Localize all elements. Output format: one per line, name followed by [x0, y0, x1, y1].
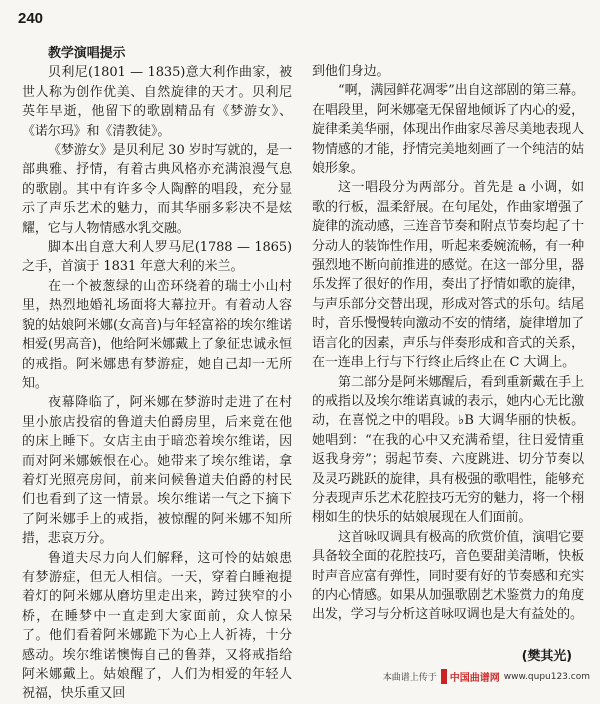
- paragraph: 夜幕降临了，阿米娜在梦游时走进了在村里小旅店投宿的鲁道夫伯爵房里，后来竟在他的床上睡下。女店主由于暗恋着埃尔维诺，因而对阿米娜嫉恨在心。她带来了埃尔维诺，拿着灯光照亮房间，前来问候鲁道夫伯爵的村民们也看到了这一情景。埃尔维诺一气之下摘下了阿米娜手上的戒指，被惊醒的阿米娜不知所措，悲哀万分。: [22, 395, 292, 547]
- footer-text: 本曲谱上传于: [382, 673, 437, 683]
- paragraph: “啊，满园鲜花凋零”出自这部剧的第三幕。在唱段里，阿米娜毫无保留地倾诉了内心的爱，旋律柔美华丽，体现出作曲家尽善尽美地表现人物情感的才能，抒情完美地刻画了一个纯洁的姑娘形象。: [312, 83, 584, 177]
- footer-site: www.qupu123.com: [503, 671, 590, 682]
- footer-watermark: [383, 669, 590, 684]
- right-column: [312, 62, 584, 666]
- section-heading: 教学演唱提示: [48, 46, 126, 61]
- paragraph: 鲁道夫尽力向人们解释，这可怜的姑娘患有梦游症，但无人相信。一天，穿着白睡袍提着灯的阿米娜从磨坊里走出来，跨过狭窄的小桥，在睡梦中一直走到大家面前，众人惊呆了。他们看着阿米娜跪下为心上人祈祷，十分感动。埃尔维诺懊悔自己的鲁莽，又将戒指给阿米娜戴上。姑娘醒了，人们为相爱的年轻人祝福，快乐重又回: [22, 550, 292, 702]
- site-logo: 中国曲谱网: [441, 669, 500, 684]
- paragraph: 第二部分是阿米娜醒后，看到重新戴在手上的戒指以及埃尔维诺真诚的表示，她内心无比激动，在喜悦之中的唱段。♭B 大调华丽的快板。她唱到：“在我的心中又充满希望，往日爱情重返我身旁”；弱起节奏、六度跳进、切分节奏以及灵巧跳跃的旋律，具有极强的歌唱性，能够充分表现声乐艺术花腔技巧无穷的魅力，将一个栩栩如生的快乐的姑娘展现在人们面前。: [312, 374, 584, 526]
- paragraph: 在一个被葱绿的山峦环绕着的瑞士小山村里，热烈地婚礼场面将大幕拉开。有着动人容貌的姑娘阿米娜(女高音)与年轻富裕的埃尔维诺相爱(男高音)，他给阿米娜戴上了象征忠诚永恒的戒指。阿米娜患有梦游症，她自己却一无所知。: [22, 278, 292, 391]
- paragraph: 贝利尼(1801 — 1835)意大利作曲家，被世人称为创作优美、自然旋律的天才。贝利尼英年早逝，他留下的歌剧精品有《梦游女》、《诺尔玛》和《清教徒》。: [22, 65, 292, 139]
- page-number: 240: [18, 10, 44, 27]
- paragraph-continuation: 到他们身边。: [312, 64, 390, 79]
- paragraph: 这首咏叹调具有极高的欣赏价值，演唱它要具备较全面的花腔技巧，音色要甜美清晰，快板时声音应富有弹性，同时要有好的节奏感和充实的内心情感。如果从加强歌剧艺术鉴赏力的角度出发，学习与分析这首咏叹调也是大有益处的。: [312, 529, 584, 623]
- paragraph: 《梦游女》是贝利尼 30 岁时写就的，是一部典雅、抒情，有着古典风格亦充满浪漫气息的歌剧。其中有许多令人陶醉的唱段，充分显示了声乐艺术的魅力，而其华丽多彩决不是炫耀，它与人物情感水乳交融。: [22, 143, 292, 236]
- author-credit: (樊其光): [521, 648, 572, 664]
- paragraph: 脚本出自意大利人罗马尼(1788 — 1865)之手，首演于 1831 年意大利的米兰。: [22, 240, 292, 275]
- left-column: [22, 44, 292, 704]
- paragraph: 这一唱段分为两部分。首先是 a 小调，如歌的行板，温柔舒展。在句尾处，作曲家增强了旋律的流动感，三连音节奏和附点节奏均起了十分动人的装饰性作用，听起来委婉流畅，有一种强烈地不断向前推进的感觉。在这一部分里，器乐发挥了很好的作用，奏出了抒情如歌的旋律，与声乐部分交替出现，形成对答式的乐句。结尾时，音乐慢慢转向激动不安的情绪，旋律增加了语言化的因素，声乐与伴奏形成和音式的关系，在一连串上行与下行终止后终止在 C 大调上。: [312, 180, 584, 371]
